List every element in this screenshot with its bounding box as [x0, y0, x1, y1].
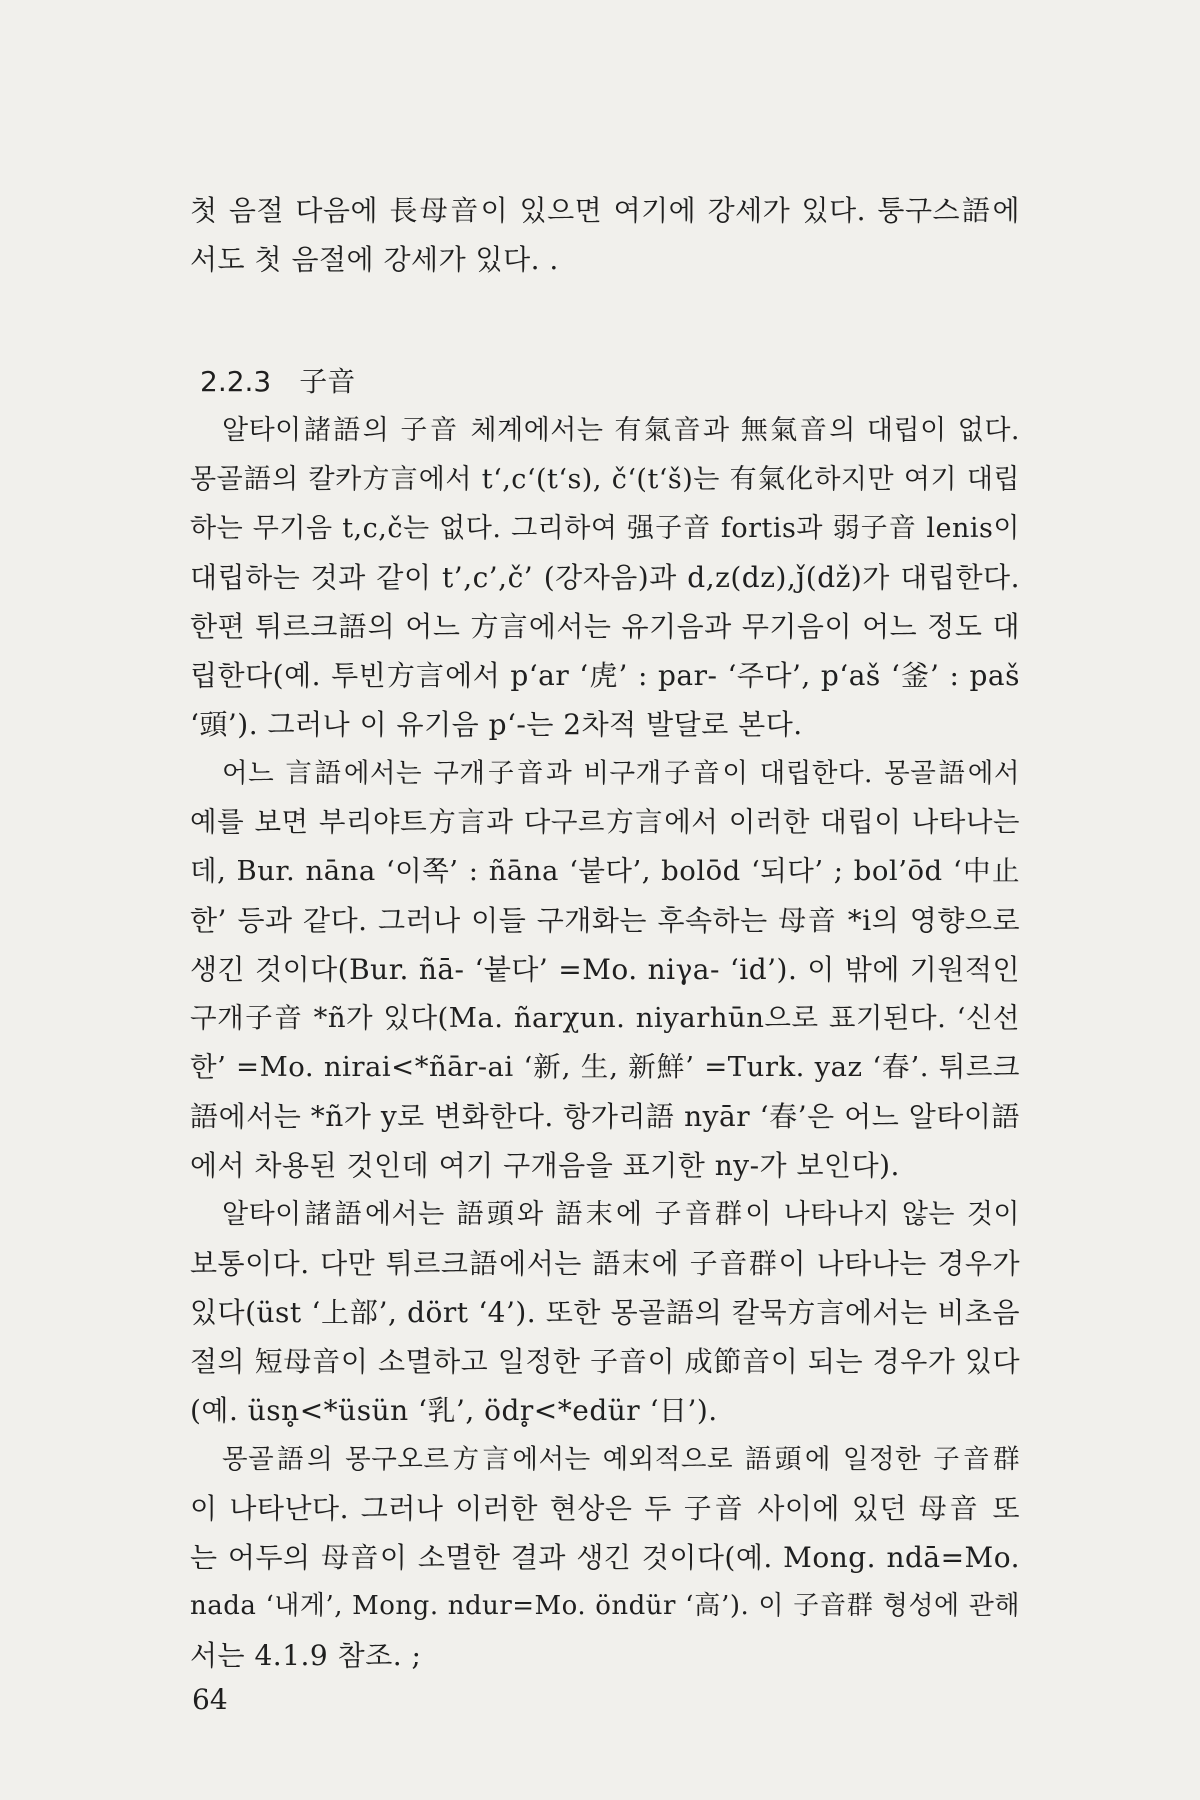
text-line: 예를 보면 부리야트方言과 다구르方言에서 이러한 대립이 나타나는	[190, 806, 1020, 838]
intro-paragraph	[190, 186, 1020, 284]
text-line: 몽골語의 몽구오르方言에서는 예외적으로 語頭에 일정한 子音群	[222, 1444, 1020, 1475]
text-line: 하는 무기음 t,c,č는 없다. 그리하여 强子音 fortis과 弱子音 lenis이	[190, 513, 1020, 544]
text-line: 구개子音 *ñ가 있다(Ma. ñarχun. niyarhūn으로 표기된다. ‘신선	[190, 1002, 1020, 1034]
text-line: 한’ 등과 같다. 그러나 이들 구개화는 후속하는 母音 *i의 영향으로	[190, 904, 1020, 937]
paragraph-4	[190, 1435, 1020, 1680]
section-title: 子音	[299, 365, 356, 398]
text-line: 보통이다. 다만 튀르크語에서는 語末에 子音群이 나타나는 경우가	[190, 1247, 1020, 1280]
text-line: 첫 음절 다음에 長母音이 있으면 여기에 강세가 있다. 퉁구스語에	[190, 194, 1020, 227]
section-number: 2.2.3	[200, 365, 272, 398]
text-line: 한편 튀르크語의 어느 方言에서는 유기음과 무기음이 어느 정도 대	[190, 610, 1020, 643]
text-line: 는 어두의 母音이 소멸한 결과 생긴 것이다(예. Mong. ndā=Mo.	[190, 1541, 1020, 1574]
text-line: 알타이諸語의 子音 체계에서는 有氣音과 無氣音의 대립이 없다.	[222, 415, 1020, 446]
paragraph-2	[190, 749, 1020, 1190]
page-number: 64	[192, 1683, 228, 1716]
text-line: 몽골語의 칼카方言에서 t‘,c‘(t‘s), č‘(t‘š)는 有氣化하지만 여기 대립	[190, 464, 1020, 495]
text-line: 생긴 것이다(Bur. ñā- ‘붙다’ =Mo. niγa- ‘id’). 이 밖에 기원적인	[190, 953, 1020, 986]
text-line: 대립하는 것과 같이 t’,c’,č’ (강자음)과 d,z(dz),ǰ(dž)가 대립한다.	[190, 561, 1020, 594]
text-line: ‘頭’). 그러나 이 유기음 p‘-는 2차적 발달로 본다.	[190, 708, 803, 741]
text-line: 절의 短母音이 소멸하고 일정한 子音이 成節音이 되는 경우가 있다	[190, 1345, 1020, 1378]
paragraph-3	[190, 1190, 1020, 1435]
text-line: (예. üsn̥<*üsün ‘乳’, ödr̥<*edür ‘日’).	[190, 1394, 718, 1427]
text-line: 서는 4.1.9 참조. ;	[190, 1639, 422, 1672]
paragraph-1	[190, 406, 1020, 749]
text-line: 데, Bur. nāna ‘이쪽’ : ñāna ‘붙다’, bolōd ‘되다’ ; bol’ōd ‘中止	[190, 855, 1020, 887]
text-line: 어느 言語에서는 구개子音과 비구개子音이 대립한다. 몽골語에서	[222, 758, 1020, 789]
text-line: 이 나타난다. 그러나 이러한 현상은 두 子音 사이에 있던 母音 또	[190, 1492, 1020, 1525]
text-line: 립한다(예. 투빈方言에서 p‘ar ‘虎’ : par- ‘주다’, p‘aš ‘釜’ : paš	[190, 659, 1020, 692]
text-line: 한’ =Mo. nirai<*ñār-ai ‘新, 生, 新鮮’ =Turk. yaz ‘春’. 튀르크	[190, 1051, 1020, 1083]
page-body	[190, 186, 1020, 1680]
text-line: 語에서는 *ñ가 y로 변화한다. 항가리語 nyār ‘春’은 어느 알타이語	[190, 1100, 1020, 1133]
text-line: 있다(üst ‘上部’, dört ‘4’). 또한 몽골語의 칼묵方言에서는 비초음	[190, 1296, 1020, 1329]
text-line: nada ‘내게’, Mong. ndur=Mo. öndür ‘高’). 이 子音群 형성에 관해	[190, 1591, 1020, 1621]
text-line: 알타이諸語에서는 語頭와 語末에 子音群이 나타나지 않는 것이	[222, 1199, 1020, 1230]
section-heading	[200, 357, 1020, 406]
text-line: 서도 첫 음절에 강세가 있다. .	[190, 243, 559, 276]
text-line: 에서 차용된 것인데 여기 구개음을 표기한 ny-가 보인다).	[190, 1149, 900, 1182]
